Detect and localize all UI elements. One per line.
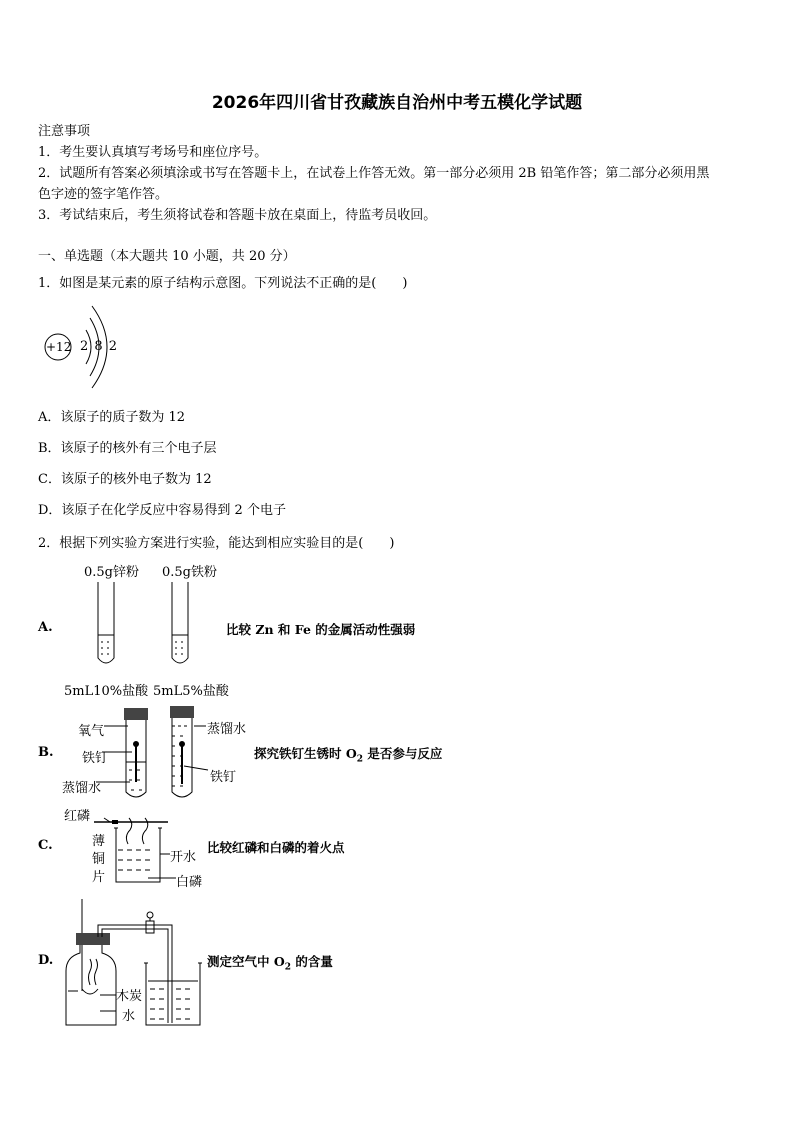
acid-10-label: 5mL10%盐酸: [64, 684, 149, 699]
iron-nail-right-label: 铁钉: [210, 770, 237, 785]
red-phosphorus-label: 红磷: [64, 809, 91, 824]
notice-item-2: 2．试题所有答案必须填涂或书写在答题卡上，在试卷上作答无效。第一部分必须用 2B 铅笔作答；第二部分必须用黑: [38, 166, 710, 181]
copper-char-1: 薄: [92, 834, 106, 849]
q2-option-c-text: 比较红磷和白磷的着火点: [207, 840, 345, 855]
boiling-water-label: 开水: [170, 850, 197, 865]
q1-option-b: B．该原子的核外有三个电子层: [38, 441, 217, 456]
acid-5-label: 5mL5%盐酸: [153, 684, 229, 699]
q2-option-a-text: 比较 Zn 和 Fe 的金属活动性强弱: [226, 622, 416, 637]
page-title: 2026年四川省甘孜藏族自治州中考五模化学试题: [211, 93, 583, 113]
charcoal-label: 木炭: [116, 989, 143, 1004]
notice-item-1: 1．考生要认真填写考场号和座位序号。: [38, 145, 268, 160]
q2-option-b-letter: B.: [38, 745, 54, 760]
q2-option-a-letter: A.: [38, 620, 53, 635]
question-1-stem: 1．如图是某元素的原子结构示意图。下列说法不正确的是( ): [38, 276, 408, 291]
copper-char-3: 片: [92, 870, 106, 885]
q2-option-d-letter: D.: [38, 953, 54, 968]
q2-option-c-letter: C.: [38, 838, 53, 853]
white-phosphorus-label: 白磷: [176, 875, 203, 890]
q1-option-d: D．该原子在化学反应中容易得到 2 个电子: [38, 503, 286, 518]
q1-option-a: A．该原子的质子数为 12: [38, 410, 186, 425]
notice-item-2-cont: 色字迹的签字笔作答。: [38, 187, 169, 202]
electron-shells: 2 8 2: [80, 339, 118, 354]
distilled-water-right-label: 蒸馏水: [207, 722, 247, 737]
test-tubes-acid-diagram: [90, 580, 200, 670]
iron-nail-left-label: 铁钉: [82, 751, 109, 766]
distilled-water-left-label: 蒸馏水: [62, 781, 102, 796]
rusting-test-tubes-diagram: [110, 704, 210, 804]
water-label: 水: [122, 1009, 136, 1024]
zinc-powder-label: 0.5g锌粉: [84, 565, 139, 580]
iron-powder-label: 0.5g铁粉: [162, 565, 217, 580]
q2-option-b-text: 探究铁钉生锈时 $O_2$ 是否参与反应: [254, 746, 443, 765]
q1-option-c: C．该原子的核外电子数为 12: [38, 472, 212, 487]
question-2-stem: 2．根据下列实验方案进行实验，能达到相应实验目的是( ): [38, 536, 395, 551]
oxygen-label: 氧气: [78, 724, 105, 739]
nucleus-charge: +12: [46, 340, 72, 354]
q2-option-d-text: 测定空气中 $O_2$ 的含量: [207, 954, 333, 973]
notice-heading: 注意事项: [38, 124, 91, 139]
copper-char-2: 铜: [92, 852, 106, 867]
notice-item-3: 3．考试结束后，考生须将试卷和答题卡放在桌面上，待监考员收回。: [38, 208, 437, 223]
section-heading: 一、单选题（本大题共 10 小题，共 20 分）: [38, 249, 296, 264]
phosphorus-beaker-diagram: [100, 810, 180, 890]
